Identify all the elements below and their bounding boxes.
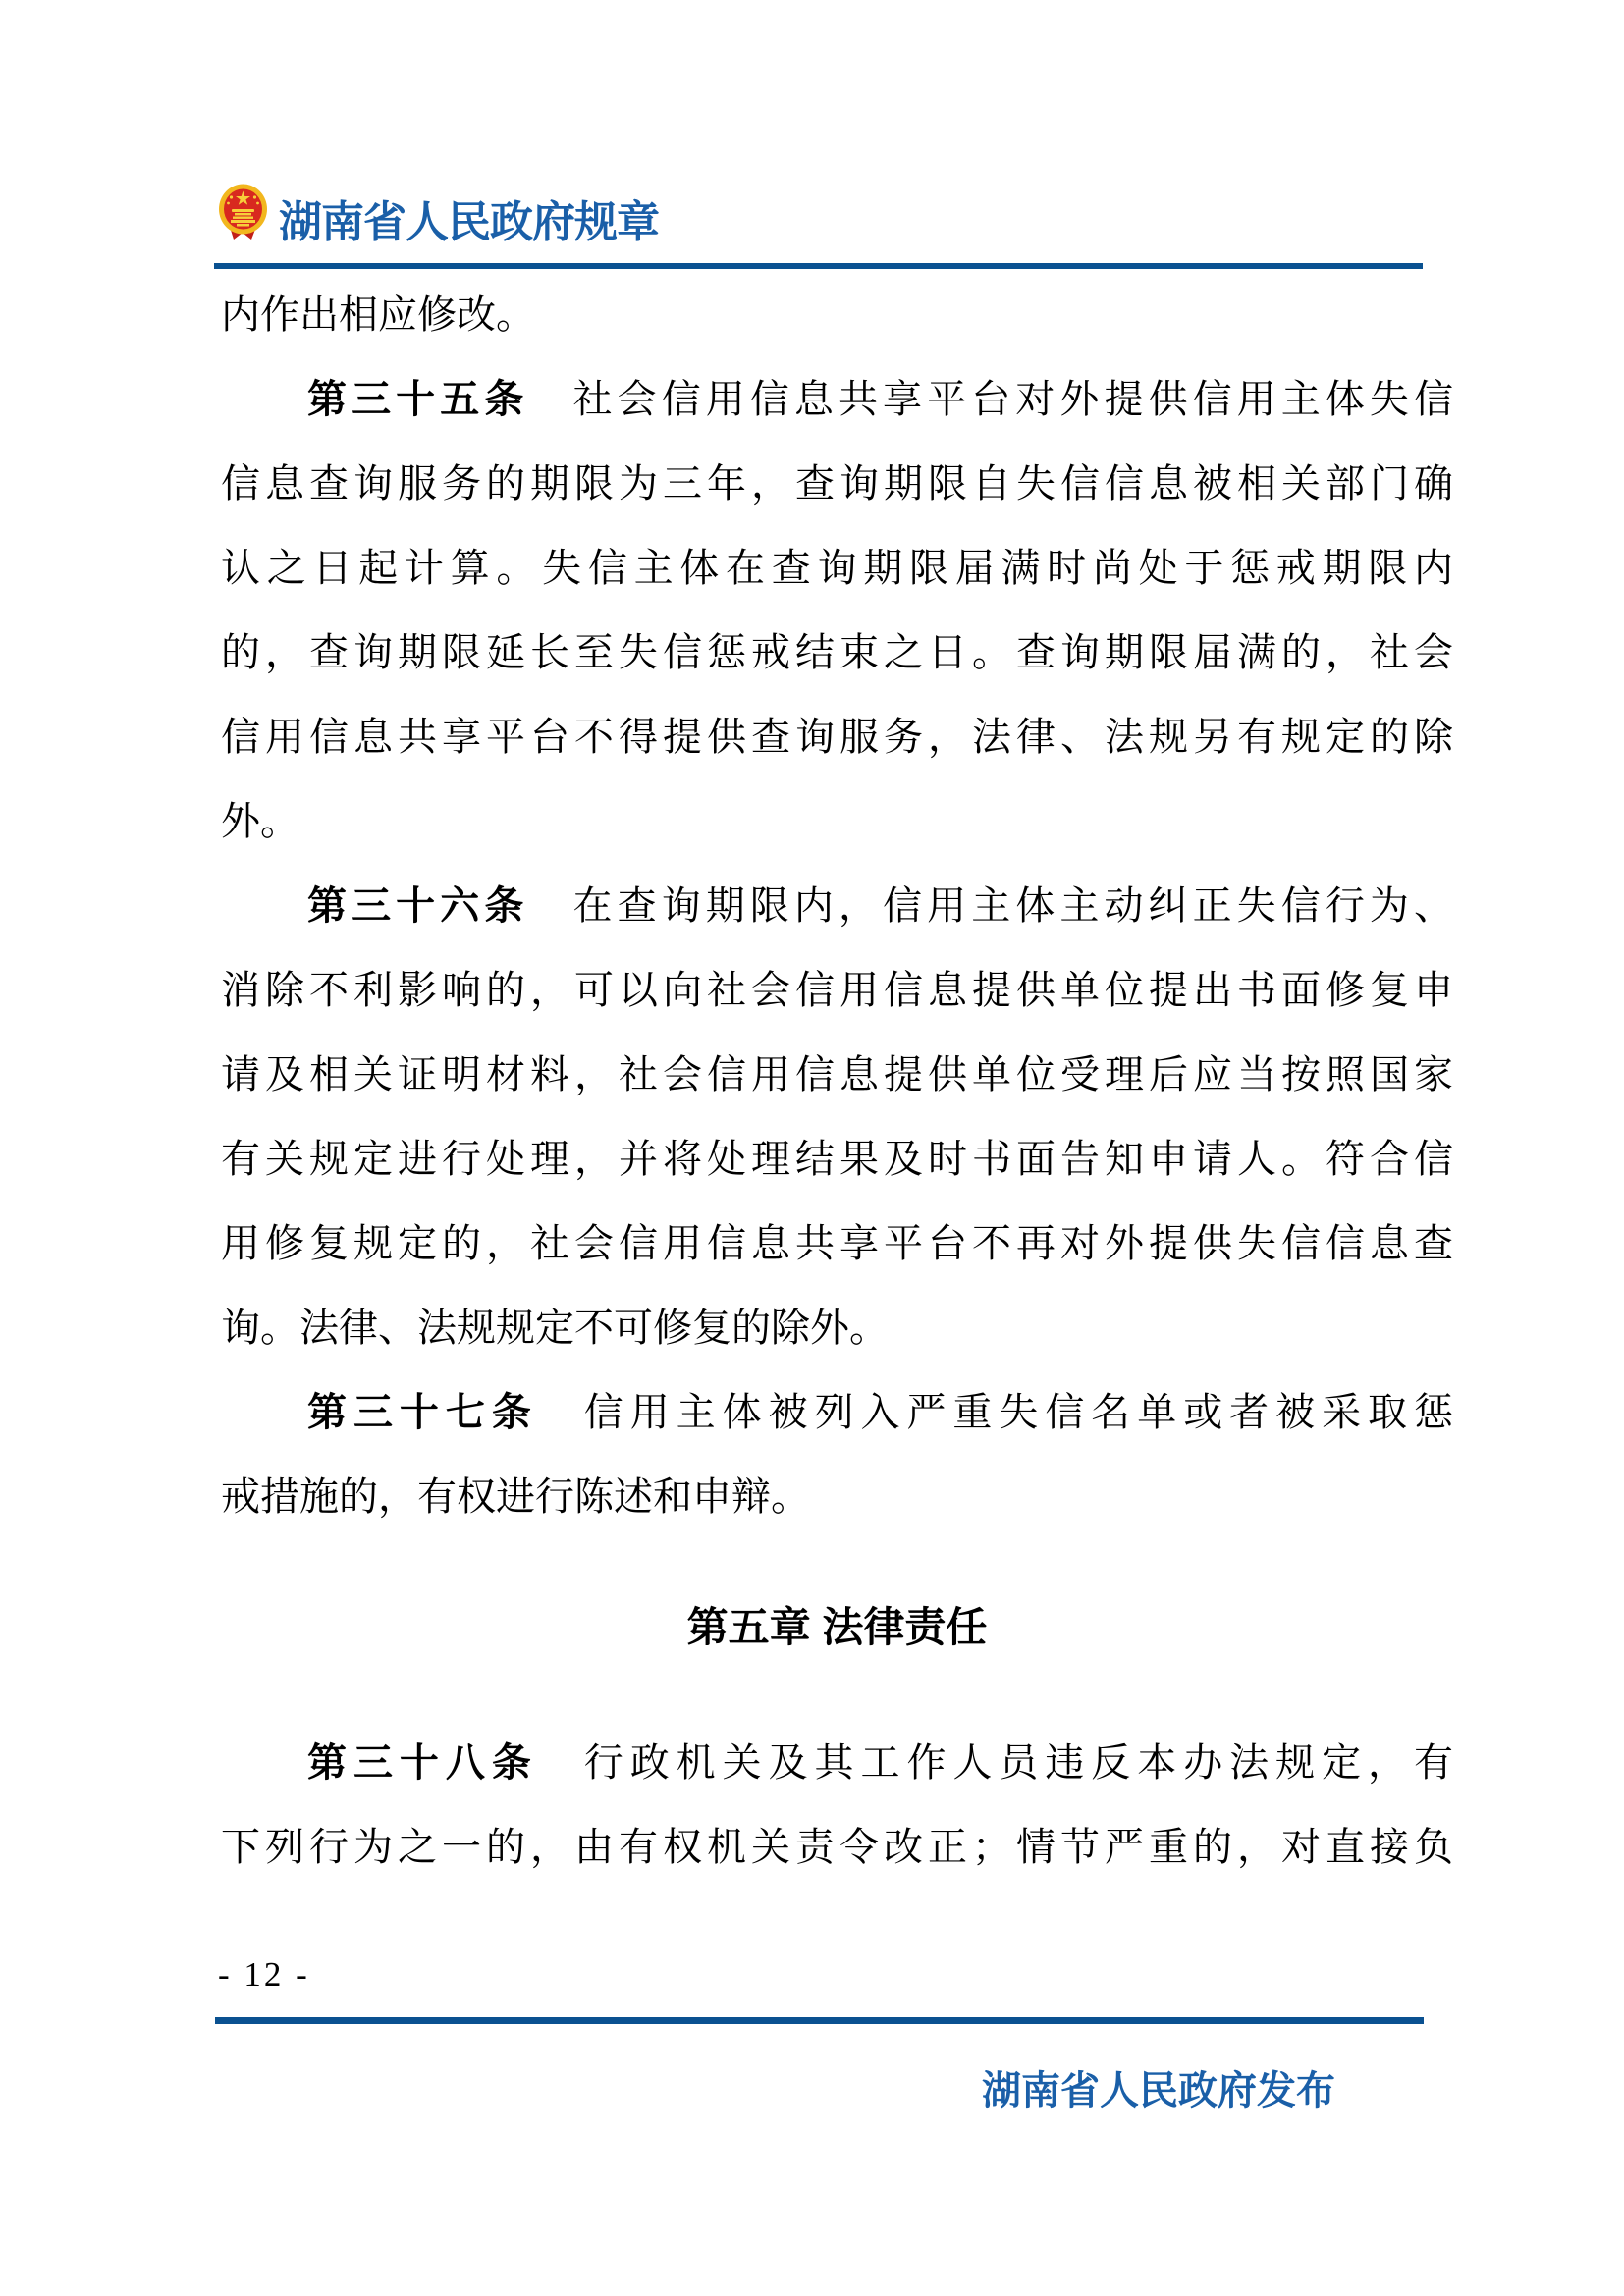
article-line: 第三十七条 信用主体被列入严重失信名单或者被采取惩 (307, 1390, 1454, 1434)
document-line: 下列行为之一的，由有权机关责令改正；情节严重的，对直接负 (221, 1825, 1453, 1869)
header-divider (214, 263, 1423, 269)
national-emblem-icon (218, 184, 268, 240)
article-line: 第三十八条 行政机关及其工作人员违反本办法规定，有 (307, 1740, 1454, 1785)
document-line: 信息查询服务的期限为三年，查询期限自失信信息被相关部门确 (221, 461, 1453, 506)
document-body (221, 273, 1453, 1890)
document-line: 的，查询期限延长至失信惩戒结束之日。查询期限届满的，社会 (221, 630, 1453, 674)
page-number: - 12 - (218, 1955, 310, 1994)
document-line: 用修复规定的，社会信用信息共享平台不再对外提供失信信息查 (221, 1221, 1453, 1265)
document-line: 询。法律、法规规定不可修复的除外。 (221, 1306, 889, 1350)
article-line: 第三十六条 在查询期限内，信用主体主动纠正失信行为、 (307, 883, 1454, 928)
document-line: 消除不利影响的，可以向社会信用信息提供单位提出书面修复申 (221, 968, 1453, 1012)
article-number: 第三十六条 (307, 884, 529, 928)
document-line: 认之日起计算。失信主体在查询期限届满时尚处于惩戒期限内 (221, 546, 1453, 590)
document-line: 戒措施的，有权进行陈述和申辩。 (221, 1474, 810, 1519)
article-number: 第三十五条 (307, 378, 529, 421)
footer-divider (215, 2017, 1424, 2024)
article-line: 第三十五条 社会信用信息共享平台对外提供信用主体失信 (307, 377, 1454, 421)
document-line: 信用信息共享平台不得提供查询服务，法律、法规另有规定的除 (221, 715, 1453, 759)
chapter-heading: 第五章 法律责任 (686, 1604, 988, 1650)
publisher-label: 湖南省人民政府发布 (982, 2069, 1335, 2112)
document-line: 请及相关证明材料，社会信用信息提供单位受理后应当按照国家 (221, 1052, 1453, 1096)
page-title: 湖南省人民政府规章 (279, 198, 659, 246)
document-line: 外。 (221, 799, 299, 843)
article-number: 第三十八条 (307, 1741, 538, 1785)
document-line: 内作出相应修改。 (221, 293, 535, 337)
article-number: 第三十七条 (307, 1391, 538, 1434)
document-line: 有关规定进行处理，并将处理结果及时书面告知申请人。符合信 (221, 1137, 1453, 1181)
